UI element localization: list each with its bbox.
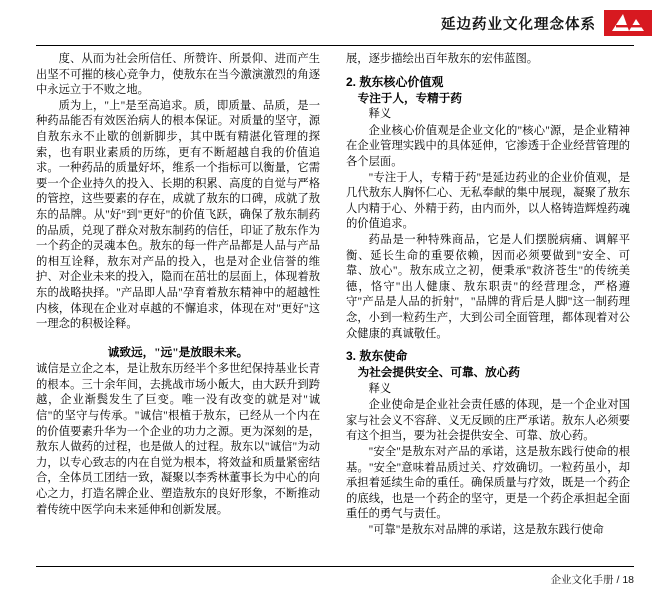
page-title: 延边药业文化理念体系 <box>441 16 596 33</box>
paragraph: 诚信是立企之本，是让敖东历经半个多世纪保持基业长青的根本。三十余年间，去挑战市场小飯大，由大跃升到跨越，企业渐鬓发生了巨变。唯一没有改变的就是对"诚信"的坚守与传承。"诚信"根植于敖东，已经从一个内在的价值要素升华为一个企业的功力之源。更为深刻的是，敖东人做药的过程，也是做人的过程。敖东以"诚信"为动力，以专心致志的内在自觉为根本，将效益和质量紧密结合，全体员工团结一致，凝聚以李秀林董事长为中心的向心之力，打造名牌企业、塑造敖东的良好形象，不断推动着传统中医学向未来延伸和创新发展。 <box>36 363 320 516</box>
header-divider <box>36 45 634 46</box>
paragraph: 药品是一种特殊商品，它是人们摆脱病痛、调解平衡、延长生命的重要依赖，因而必须要做到"安全、可靠、放心"。敖东成立之初，便秉承"救济苍生"的传统美德，恪守"出人健康、敖东职责"的经营理念，严格遵守"产品是人品的折射"，"品牌的背后是人脚"这一制药理念，小到一粒药生产，大到公司全面管理，都体现着对公众健康的真诚敬任。 <box>346 233 630 340</box>
body-columns <box>36 52 634 561</box>
section-subheading: 专注于人，专精于药 <box>357 91 462 105</box>
page-header <box>0 0 652 44</box>
company-logo-icon <box>604 10 652 36</box>
section-label: 释义 <box>368 108 392 121</box>
section-core-values <box>346 74 630 343</box>
section-label: 释义 <box>368 382 392 395</box>
paragraph: "可靠"是敖东对品牌的承诺，这是敖东践行使命 <box>368 524 604 537</box>
paragraph: 企业使命是企业社会责任感的体现，是一个企业对国家与社会义不容辞、义无反顾的庄严承诺。敖东人必须要有这个担当，要为社会提供安全、可靠、放心药。 <box>346 399 630 443</box>
section-mission <box>346 348 630 539</box>
right-column <box>346 52 630 561</box>
paragraph: 展，逐步描绘出百年敖东的宏伟蓝图。 <box>346 53 539 65</box>
footer-divider <box>36 566 634 567</box>
section-heading: 2. 敖东核心价值观 <box>346 74 444 89</box>
section-subheading: 为社会提供安全、可靠、放心药 <box>357 366 520 380</box>
header-bar <box>441 10 652 36</box>
paragraph: 质为上，"上"是至高追求。质，即质量、品质，是一种药品能否有效医治病人的根本保证。对质量的坚守，源自敖东永不止歇的创新脚步，其中既有精湛化管理的探索，也有职业素质的历练，更有不断超越自我的价值追求。一种药品的质量好坏，维系一个指标可以衡量，它需要一个企业持久的投入、长期的积累、高度的自觉与严格的管控，这些要素的存在，成就了敖东的口碑，成就了敖东的品牌。从"好"到"更好"的价值飞跃，确保了敖东制药的品质，兑现了群众对敖东制药的信任，印证了敖东作为一个药企的灵魂本色。敖东的每一件产品都是人品与产品的相互诠释，敖东对产品的投入，也是对企业信誉的维护、对企业未来的投入，隐而在茁壮的层面上，体现着敖东的战略抉择。"产品即人品"孕育着敖东精神中的超越性内核，体现在企业对卓越的不懈追求，体现在对"更好"这一理念的积极诠释。 <box>36 99 320 331</box>
section-heading: 3. 敖东使命 <box>346 349 408 364</box>
paragraph: "专注于人，专精于药"是延边药业的企业价值观，是几代敖东人胸怀仁心、无私奉献的集中展现，凝聚了敖东人内精于心、外精于药，由内而外，以人格铸造辉煌药魂的价值追求。 <box>346 171 630 231</box>
paragraph: "安全"是敖东对产品的承诺，这是敖东践行使命的根基。"安全"意味着品质过关、疗效确切。一粒药虽小，却承担着延续生命的重任。确保质量与疗效，既是一个药企的底线，也是一个药企的坚守，更是一个药企承担起全面重任的勇气与责任。 <box>346 446 630 521</box>
section-headline: 诚致远，"远"是放眼未来。 <box>107 345 249 359</box>
left-column <box>36 52 320 561</box>
footer-page-number: 企业文化手册 / 18 <box>550 574 634 586</box>
paragraph: 度、从而为社会所信任、所赞许、所景仰、进而产生出坚不可摧的核心竞争力，使敖东在当今激演激烈的角逐中永远立于不败之地。 <box>36 53 320 97</box>
paragraph: 企业核心价值观是企业文化的"核心"源，是企业精神在企业管理实践中的具体延伸，它渗透于企业经营管理的各个层面。 <box>346 124 630 168</box>
